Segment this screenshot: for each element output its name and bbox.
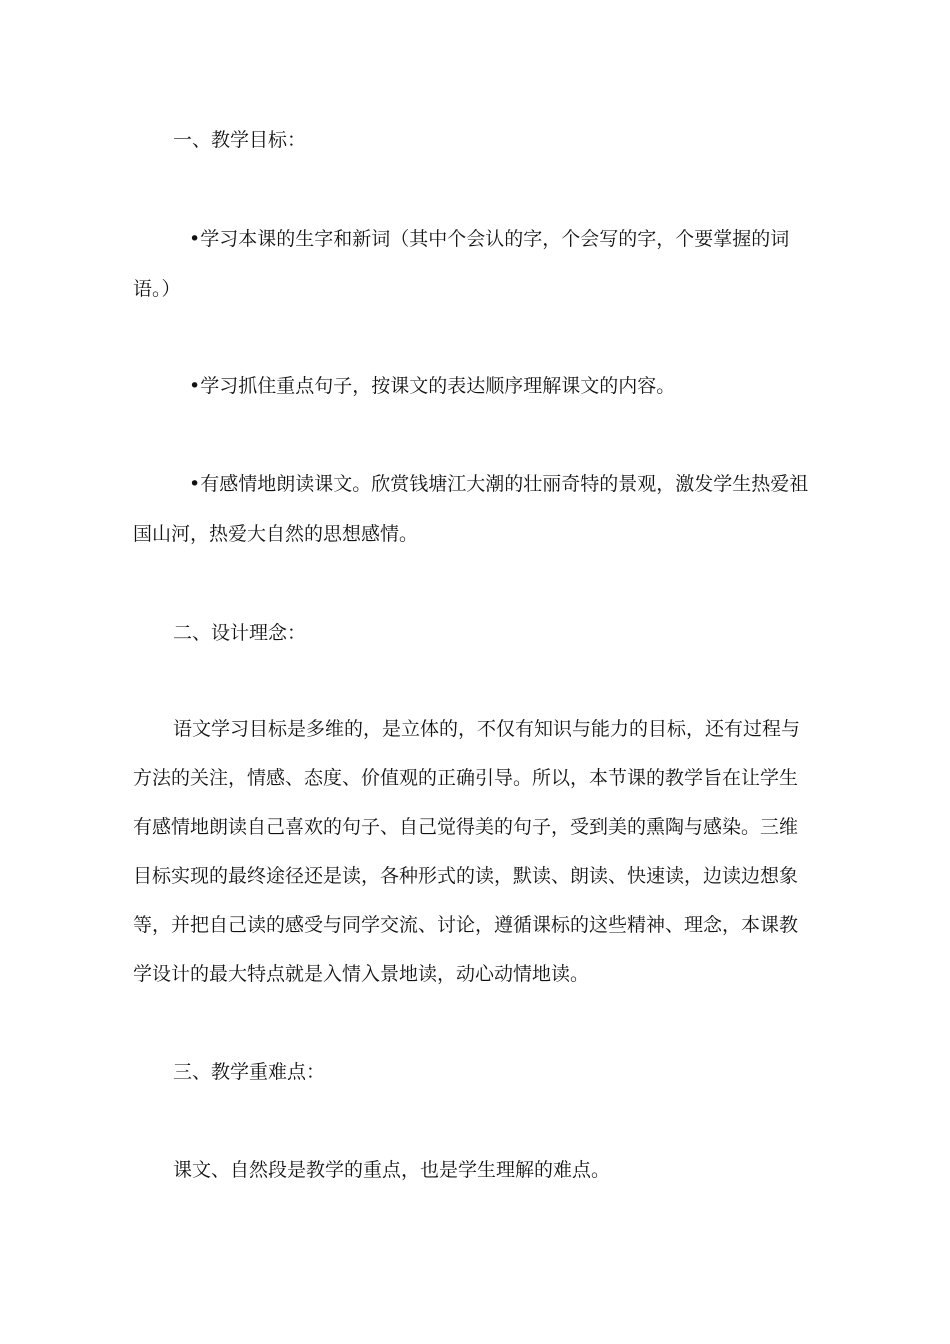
difficulties-paragraph-line-1: 课文、自然段是教学的重点，也是学生理解的难点。 (173, 1159, 611, 1181)
concept-paragraph-line-5: 等，并把自己读的感受与同学交流、讨论，遵循课标的这些精神、理念，本课教 (133, 914, 799, 936)
section-heading-key-difficulties: 三、教学重难点： (173, 1061, 326, 1083)
goal-item-3-line-1: •有感情地朗读课文。欣赏钱塘江大潮的壮丽奇特的景观，激发学生热爱祖 (189, 473, 809, 495)
concept-paragraph-line-4: 目标实现的最终途径还是读，各种形式的读，默读、朗读、快速读，边读边想象 (133, 865, 799, 887)
concept-paragraph-line-2: 方法的关注，情感、态度、价值观的正确引导。所以，本节课的教学旨在让学生 (133, 767, 799, 789)
concept-paragraph-line-1: 语文学习目标是多维的，是立体的，不仅有知识与能力的目标，还有过程与 (173, 718, 801, 740)
goal-item-3-line-2: 国山河，热爱大自然的思想感情。 (133, 523, 419, 545)
concept-paragraph-line-6: 学设计的最大特点就是入情入景地读，动心动情地读。 (133, 963, 590, 985)
goal-item-1-line-1: •学习本课的生字和新词（其中个会认的字，个会写的字，个要掌握的词 (189, 228, 790, 250)
goal-item-1-line-2: 语。） (133, 278, 181, 300)
concept-paragraph-line-3: 有感情地朗读自己喜欢的句子、自己觉得美的句子，受到美的熏陶与感染。三维 (133, 816, 799, 838)
section-heading-design-concept: 二、设计理念： (173, 622, 307, 644)
goal-item-2-line-1: •学习抓住重点句子，按课文的表达顺序理解课文的内容。 (189, 375, 676, 397)
section-heading-teaching-goals: 一、教学目标： (173, 129, 307, 151)
